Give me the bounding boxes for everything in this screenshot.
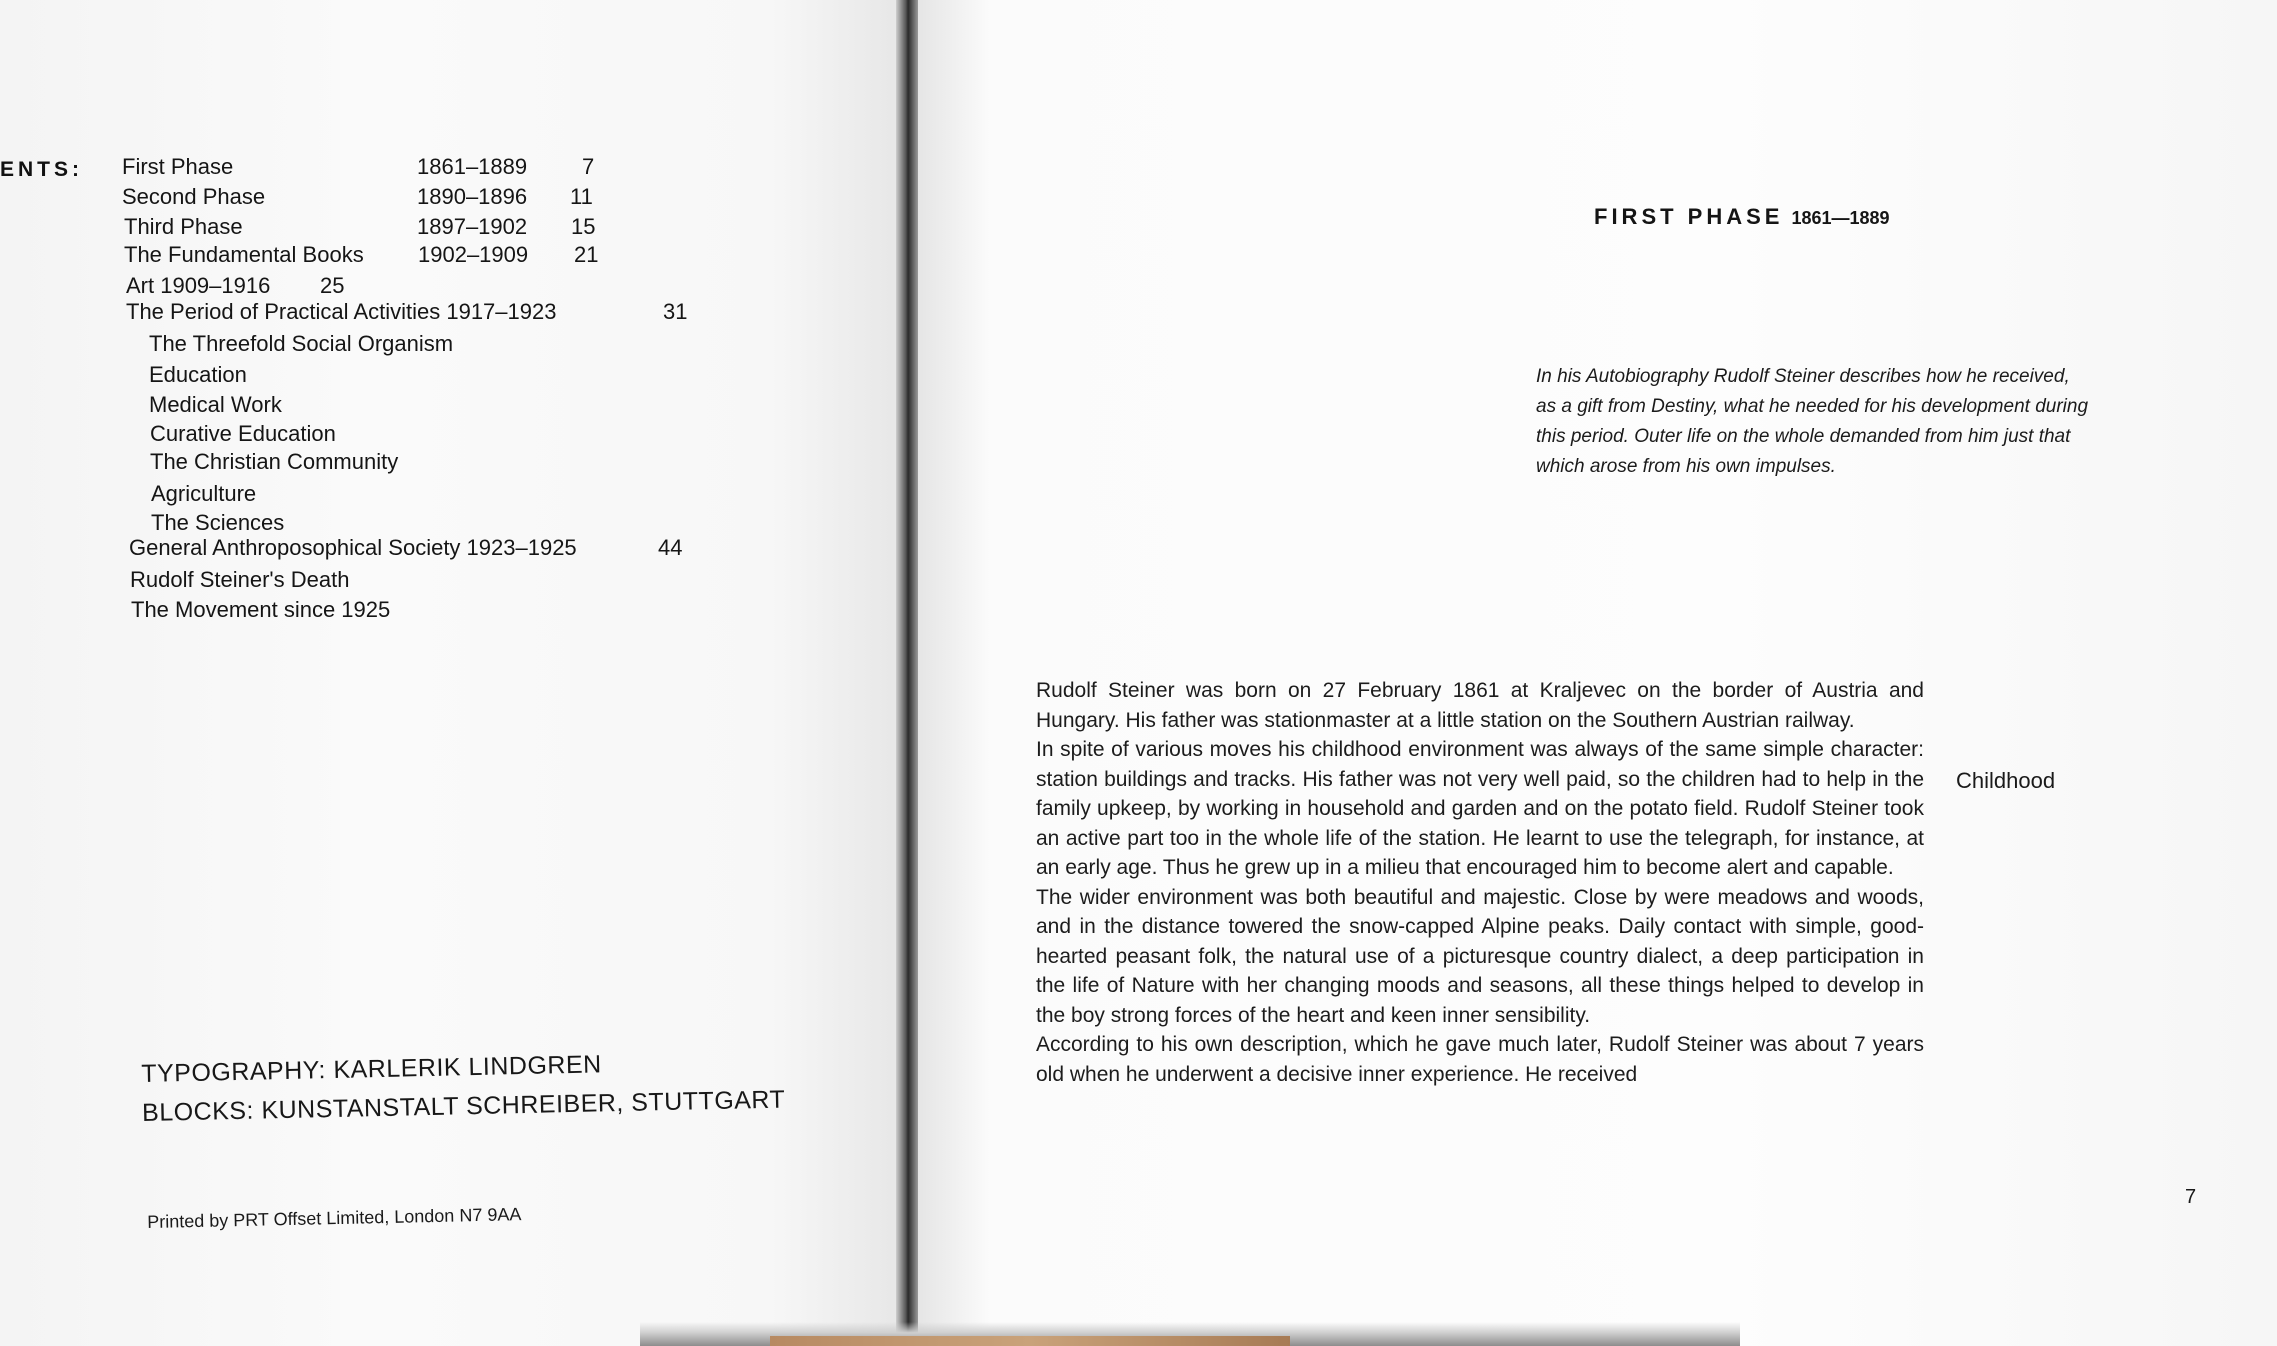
chapter-years: 1861—1889 bbox=[1791, 208, 1890, 228]
toc-entry-title: Third Phase bbox=[124, 214, 243, 239]
toc-entry-years: 1897–1902 bbox=[417, 214, 528, 239]
toc-entry-title: Art 1909–1916 bbox=[126, 273, 271, 298]
toc-entry-page: 11 bbox=[570, 184, 593, 209]
toc-entry-title: The Sciences bbox=[151, 510, 285, 535]
left-page bbox=[0, 0, 908, 1346]
toc-entry-page: 15 bbox=[571, 214, 596, 239]
paragraph: The wider environment was both beautiful and majestic. Close by were meadows and woods, and in the distance towered the snow-capped Alpine peaks. Daily contact with simple, good-hearted peasant folk, the natural use of a picturesque country dialect, a deep participation in the life of Nature with her changing moods and seasons, all these things helped to develop in the boy strong forces of the heart and keen inner sensibility. bbox=[1036, 885, 1924, 1027]
paragraph: According to his own description, which he gave much later, Rudolf Steiner was about 7 years old when he underwent a decisive inner experience. He received bbox=[1036, 1033, 1924, 1086]
toc-entry-title: Curative Education bbox=[150, 421, 336, 446]
chapter-title bbox=[1594, 204, 1890, 230]
contents-heading: ENTS: bbox=[0, 158, 83, 181]
paragraph: In spite of various moves his childhood environment was always of the same simple character: station buildings and tracks. His father was not very well paid, so the children had to help in the family upkeep, by working in household and garden and on the potato field. Rudolf Steiner took an active part too in the whole life of the station. He learnt to use the telegraph, for instance, at an early age. Thus he grew up in a milieu that encouraged him to become alert and capable. bbox=[1036, 738, 1924, 879]
typography-credit: TYPOGRAPHY: KARLERIK LINDGREN bbox=[141, 1050, 602, 1088]
toc-entry-title: Medical Work bbox=[149, 392, 282, 417]
toc-entry-title: The Fundamental Books bbox=[124, 242, 364, 267]
margin-note: Childhood bbox=[1956, 768, 2056, 793]
toc-entry-title: The Movement since 1925 bbox=[131, 597, 391, 622]
chapter-intro bbox=[1536, 362, 2204, 482]
toc-entry-page: 7 bbox=[582, 154, 595, 179]
toc-entry-title: The Period of Practical Activities 1917–1923 bbox=[126, 299, 557, 324]
toc-entry-title: The Threefold Social Organism bbox=[149, 331, 454, 356]
blocks-credit: BLOCKS: KUNSTANSTALT SCHREIBER, STUTTGART bbox=[141, 1085, 786, 1127]
toc-entry-title: Second Phase bbox=[122, 184, 266, 209]
toc-entry-title: General Anthroposophical Society 1923–1925 bbox=[129, 535, 577, 560]
toc-entry-years: 1902–1909 bbox=[418, 242, 529, 267]
toc-entry-title: First Phase bbox=[122, 154, 234, 179]
right-page bbox=[908, 0, 2277, 1346]
chapter-title-text: FIRST PHASE bbox=[1594, 204, 1784, 229]
page-number: 7 bbox=[2185, 1186, 2197, 1208]
body-text bbox=[1036, 676, 1924, 1089]
printer-imprint: Printed by PRT Offset Limited, London N7 9AA bbox=[147, 1204, 522, 1232]
intro-line: this period. Outer life on the whole demanded from him just that bbox=[1536, 426, 2071, 447]
toc-entry-title: Education bbox=[149, 362, 247, 387]
paragraph: Rudolf Steiner was born on 27 February 1861 at Kraljevec on the border of Austria and Hungary. His father was stationmaster at a little station on the Southern Austrian railway. bbox=[1036, 679, 1924, 732]
toc-entry-title: Agriculture bbox=[151, 481, 257, 506]
toc-entry-page: 21 bbox=[574, 242, 599, 267]
toc-entry-page: 31 bbox=[663, 299, 688, 324]
credits bbox=[141, 1047, 786, 1138]
book-cover-edge bbox=[770, 1336, 1290, 1346]
toc-entry-title: The Christian Community bbox=[150, 449, 399, 474]
toc-entry-years: 1861–1889 bbox=[417, 154, 528, 179]
toc-entry-title: Rudolf Steiner's Death bbox=[130, 567, 350, 592]
intro-line: which arose from his own impulses. bbox=[1536, 456, 1836, 477]
intro-line: In his Autobiography Rudolf Steiner describes how he received, bbox=[1536, 366, 2070, 387]
toc-entry-years: 1890–1896 bbox=[417, 184, 528, 209]
intro-line: as a gift from Destiny, what he needed for his development during bbox=[1536, 396, 2089, 417]
toc-entry-page: 25 bbox=[320, 273, 345, 298]
book-gutter bbox=[896, 0, 918, 1346]
toc-entry-page: 44 bbox=[658, 535, 683, 560]
